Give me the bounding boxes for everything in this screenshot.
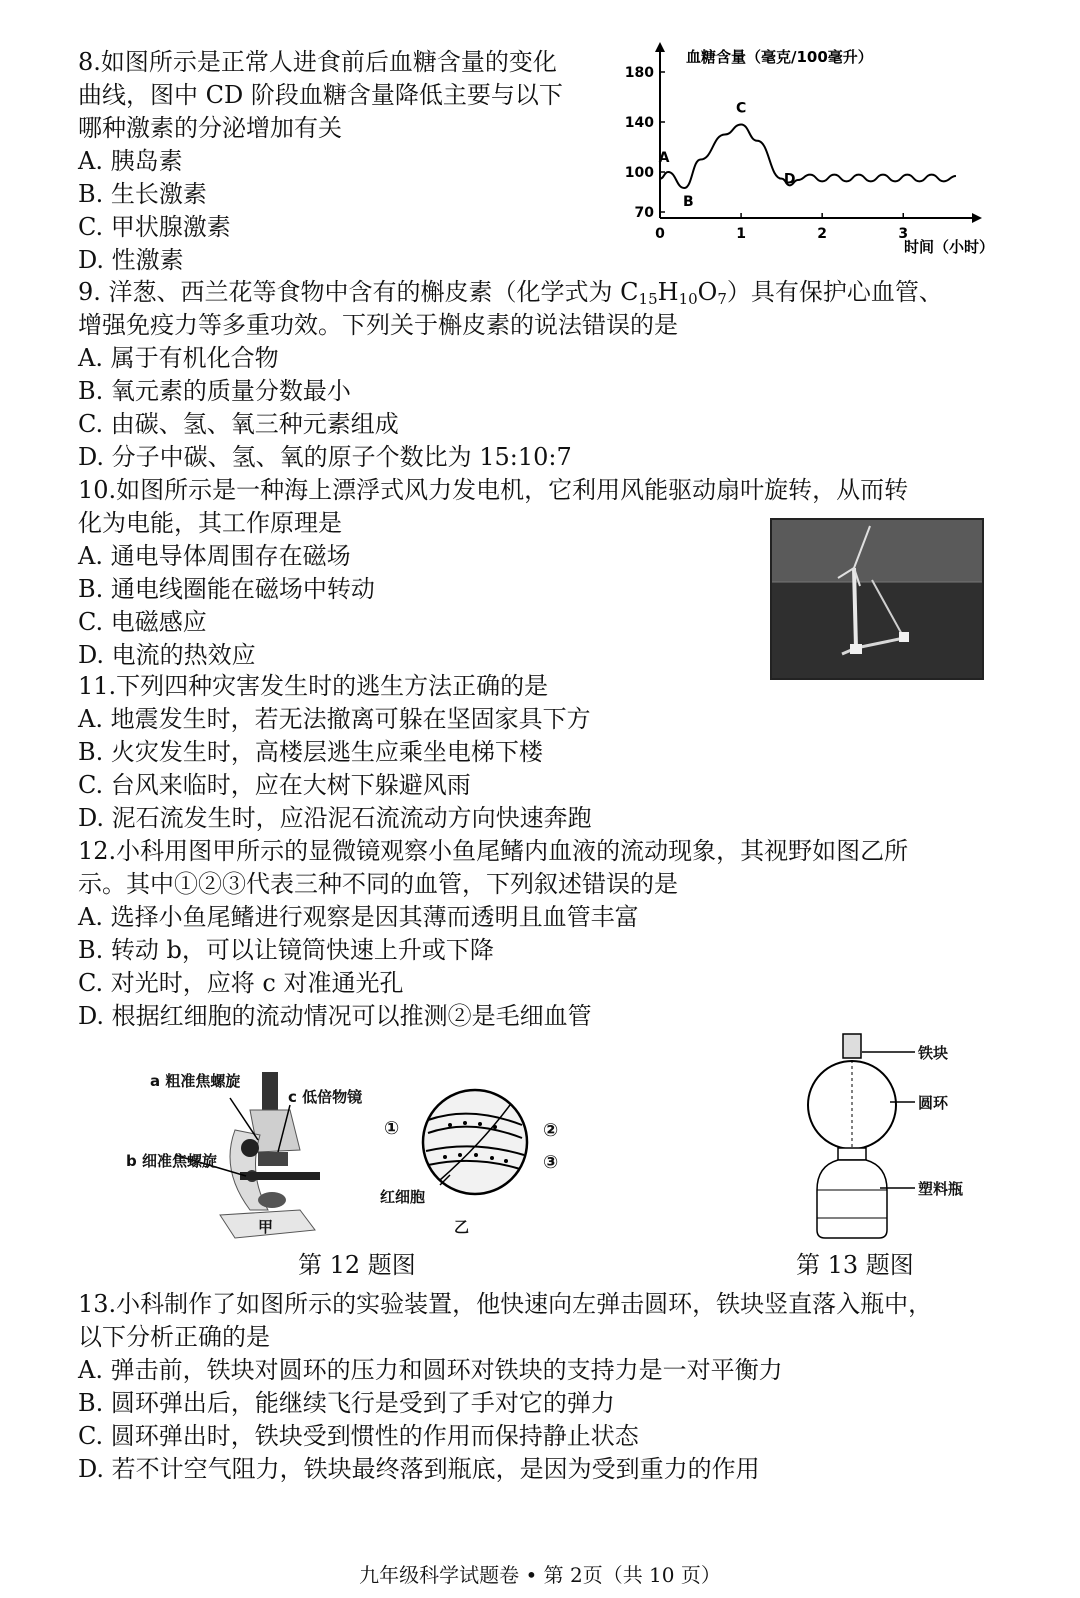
microscope-label-c: c 低倍物镜 (288, 1088, 363, 1106)
chart-x-tick-label: 2 (817, 226, 828, 242)
figure-13-leader-lines (860, 1040, 920, 1200)
q8-option-c: C. 甲状腺激素 (78, 213, 231, 241)
q11-option-b: B. 火灾发生时，高楼层逃生应乘坐电梯下楼 (78, 738, 543, 766)
mirror-icon (258, 1192, 286, 1208)
q9-stem-post: ）具有保护心血管、 (726, 278, 943, 306)
vessel-label-3: ③ (543, 1152, 559, 1173)
iron-block-label: 铁块 (918, 1044, 949, 1062)
figure-13-caption: 第 13 题图 (796, 1251, 914, 1279)
q12-option-a: A. 选择小鱼尾鳍进行观察是因其薄而透明且血管丰富 (78, 903, 639, 931)
q12-stem-line-2: 示。其中①②③代表三种不同的血管，下列叙述错误的是 (78, 870, 678, 898)
blood-flow-view-figure (410, 1085, 540, 1200)
q9-stem-line-1 (78, 276, 943, 308)
q9-sub-7: 7 (717, 290, 727, 308)
q10-stem-line-2: 化为电能，其工作原理是 (78, 509, 342, 537)
q10-stem-line-1: 10.如图所示是一种海上漂浮式风力发电机，它利用风能驱动扇叶旋转，从而转 (78, 476, 909, 504)
chart-y-tick-label: 100 (624, 165, 654, 181)
q9-sub-15: 15 (638, 290, 658, 308)
chart-series-line (660, 125, 956, 189)
eyepiece-icon (262, 1072, 278, 1112)
q10-option-c: C. 电磁感应 (78, 608, 207, 636)
chart-y-tick-label: 180 (624, 65, 654, 81)
chart-point-label: B (682, 194, 694, 210)
figure-12-caption: 第 12 题图 (298, 1251, 416, 1279)
q13-option-b: B. 圆环弹出后，能继续飞行是受到了手对它的弹力 (78, 1389, 615, 1417)
q10-option-b: B. 通电线圈能在磁场中转动 (78, 575, 375, 603)
q9-stem-pre: 9. 洋葱、西兰花等食物中含有的槲皮素（化学式为 C (78, 278, 639, 306)
objective-icon (258, 1152, 288, 1166)
q10-option-d: D. 电流的热效应 (78, 641, 256, 669)
q12-option-b: B. 转动 b，可以让镜筒快速上升或下降 (78, 936, 494, 964)
microscope-label-b: b 细准焦螺旋 (126, 1152, 217, 1170)
figure-label-jia: 甲 (258, 1218, 274, 1236)
vessel-label-2: ② (543, 1120, 559, 1141)
blood-sugar-chart (620, 36, 1030, 266)
q11-option-c: C. 台风来临时，应在大树下躲避风雨 (78, 771, 471, 799)
q8-option-d: D. 性激素 (78, 246, 184, 274)
microscope-label-a: a 粗准焦螺旋 (150, 1072, 241, 1090)
plastic-bottle-label: 塑料瓶 (918, 1180, 964, 1198)
q12-option-d: D. 根据红细胞的流动情况可以推测②是毛细血管 (78, 1002, 592, 1030)
q9-option-d: D. 分子中碳、氢、氧的原子个数比为 15:10:7 (78, 443, 572, 471)
q9-o: O (697, 278, 718, 306)
q13-stem-line-2: 以下分析正确的是 (78, 1323, 270, 1351)
q11-option-d: D. 泥石流发生时，应沿泥石流流动方向快速奔跑 (78, 804, 592, 832)
q8-stem-line-1: 8.如图所示是正常人进食前后血糖含量的变化 (78, 48, 557, 76)
red-blood-cell-label: 红细胞 (380, 1188, 426, 1206)
chart-point-label: A (658, 150, 670, 166)
chart-x-tick-label: 1 (736, 226, 746, 242)
q9-h: H (657, 278, 679, 306)
q9-stem-line-2: 增强免疫力等多重功效。下列关于槲皮素的说法错误的是 (78, 311, 678, 339)
field-of-view-circle (423, 1090, 527, 1194)
q9-option-b: B. 氧元素的质量分数最小 (78, 377, 351, 405)
q10-option-a: A. 通电导体周围存在磁场 (78, 542, 351, 570)
chart-y-tick-label: 70 (634, 205, 654, 221)
chart-y-tick-label: 140 (624, 115, 654, 131)
q8-stem-line-2: 曲线，图中 CD 阶段血糖含量降低主要与以下 (78, 81, 563, 109)
q8-stem-line-3: 哪种激素的分泌增加有关 (78, 114, 342, 142)
wind-turbine-illustration (772, 520, 982, 678)
q13-option-a: A. 弹击前，铁块对圆环的压力和圆环对铁块的支持力是一对平衡力 (78, 1356, 783, 1384)
chart-x-tick-label: 3 (898, 226, 909, 242)
stage-icon (240, 1172, 320, 1180)
iron-block-icon (843, 1034, 861, 1058)
ring-label: 圆环 (918, 1094, 949, 1112)
q12-option-c: C. 对光时，应将 c 对准通光孔 (78, 969, 404, 997)
chart-y-axis-label: 血糖含量（毫克/100毫升） (686, 48, 873, 66)
q13-option-c: C. 圆环弹出时，铁块受到惯性的作用而保持静止状态 (78, 1422, 639, 1450)
q9-sub-10: 10 (678, 290, 698, 308)
q8-option-b: B. 生长激素 (78, 180, 207, 208)
q11-option-a: A. 地震发生时，若无法撤离可躲在坚固家具下方 (78, 705, 591, 733)
chart-x-axis-label: 时间（小时） (904, 238, 995, 256)
chart-x-tick-label: 0 (655, 226, 665, 242)
chart-x-arrow (972, 213, 982, 223)
q12-stem-line-1: 12.小科用图甲所示的显微镜观察小鱼尾鳍内血液的流动现象，其视野如图乙所 (78, 837, 909, 865)
q11-stem: 11.下列四种灾害发生时的逃生方法正确的是 (78, 672, 549, 700)
q9-option-a: A. 属于有机化合物 (78, 344, 279, 372)
q13-stem-line-1: 13.小科制作了如图所示的实验装置，他快速向左弹击圆环，铁块竖直落入瓶中， (78, 1290, 933, 1318)
chart-point-label: D (783, 171, 796, 188)
chart-point-label: C (735, 100, 747, 117)
wind-turbine-photo (770, 518, 984, 680)
page-footer: 九年级科学试题卷 • 第 2页（共 10 页） (359, 1563, 721, 1587)
q8-option-a: A. 胰岛素 (78, 147, 183, 175)
q9-option-c: C. 由碳、氢、氧三种元素组成 (78, 410, 399, 438)
vessel-label-1: ① (384, 1118, 400, 1139)
chart-y-arrow (655, 42, 665, 52)
q13-option-d: D. 若不计空气阻力，铁块最终落到瓶底，是因为受到重力的作用 (78, 1455, 760, 1483)
figure-label-yi: 乙 (454, 1218, 470, 1236)
coarse-knob-icon (241, 1139, 259, 1157)
